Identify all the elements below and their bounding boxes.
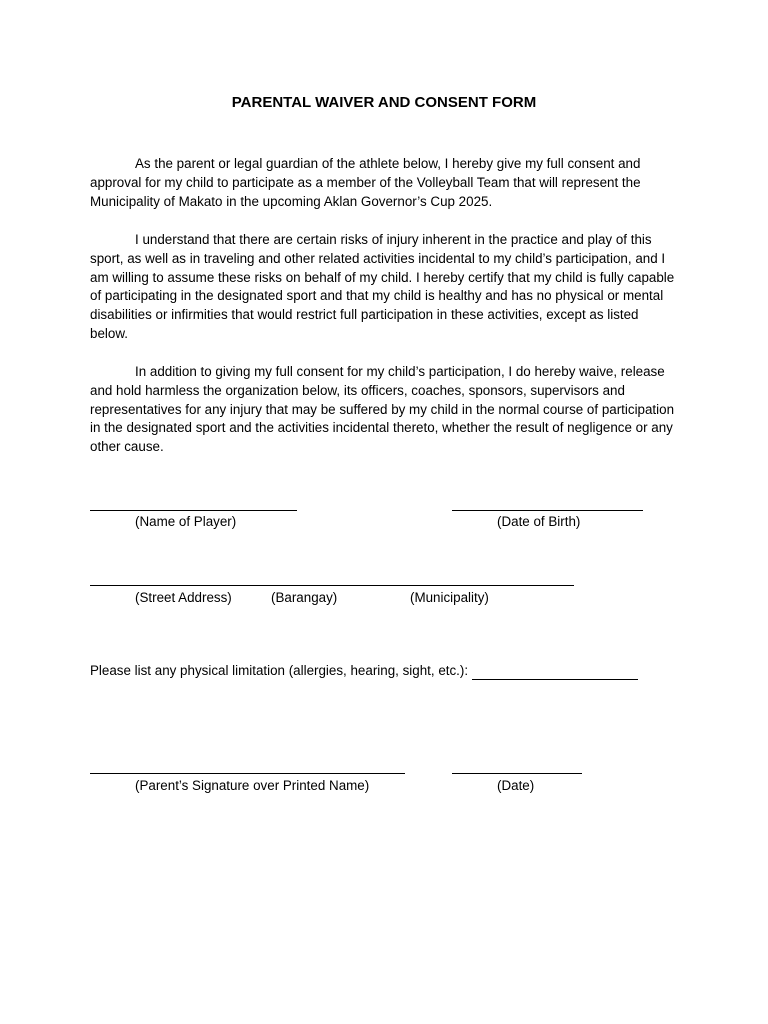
date-line[interactable] [452, 773, 582, 774]
date-of-birth-label: (Date of Birth) [497, 514, 581, 529]
name-of-player-line[interactable] [90, 510, 297, 511]
waiver-paragraph: In addition to giving my full consent for my child’s participation, I do hereby waive, release and hold harmless the organization below, its officers, coaches, sponsors, supervisors and representatives for any injury that may be suffered by my child in the normal course of participation in the designated sport and the activities incidental thereto, whether the result of negligence or any other cause. [90, 364, 675, 455]
date-label: (Date) [497, 778, 535, 793]
date-of-birth-line[interactable] [452, 510, 643, 511]
parent-signature-line[interactable] [90, 773, 405, 774]
parent-signature-label: (Parent’s Signature over Printed Name) [135, 778, 370, 793]
name-of-player-label: (Name of Player) [135, 514, 237, 529]
physical-limitation-line[interactable] [472, 665, 638, 680]
form-title: PARENTAL WAIVER AND CONSENT FORM [231, 94, 537, 111]
barangay-label: (Barangay) [271, 590, 338, 605]
municipality-label: (Municipality) [410, 590, 489, 605]
consent-paragraph: As the parent or legal guardian of the athlete below, I hereby give my full consent and approval for my child to participate as a member of the Volleyball Team that will represent the Municipality of Makato in the upcoming Aklan Governor’s Cup 2025. [90, 156, 641, 209]
physical-limitation-label: Please list any physical limitation (allergies, hearing, sight, etc.): [90, 663, 469, 678]
risk-paragraph: I understand that there are certain risks of injury inherent in the practice and play of this sport, as well as in traveling and other related activities incidental to my child’s participation, and I am willing to assume these risks on behalf of my child. I hereby certify that my child is fully capable of participating in the designated sport and that my child is healthy and has no physical or mental disabilities or infirmities that would restrict full participation in these activities, except as listed below. [90, 232, 675, 341]
physical-limitation-row [90, 662, 638, 680]
address-line[interactable] [90, 585, 574, 586]
street-address-label: (Street Address) [135, 590, 232, 605]
